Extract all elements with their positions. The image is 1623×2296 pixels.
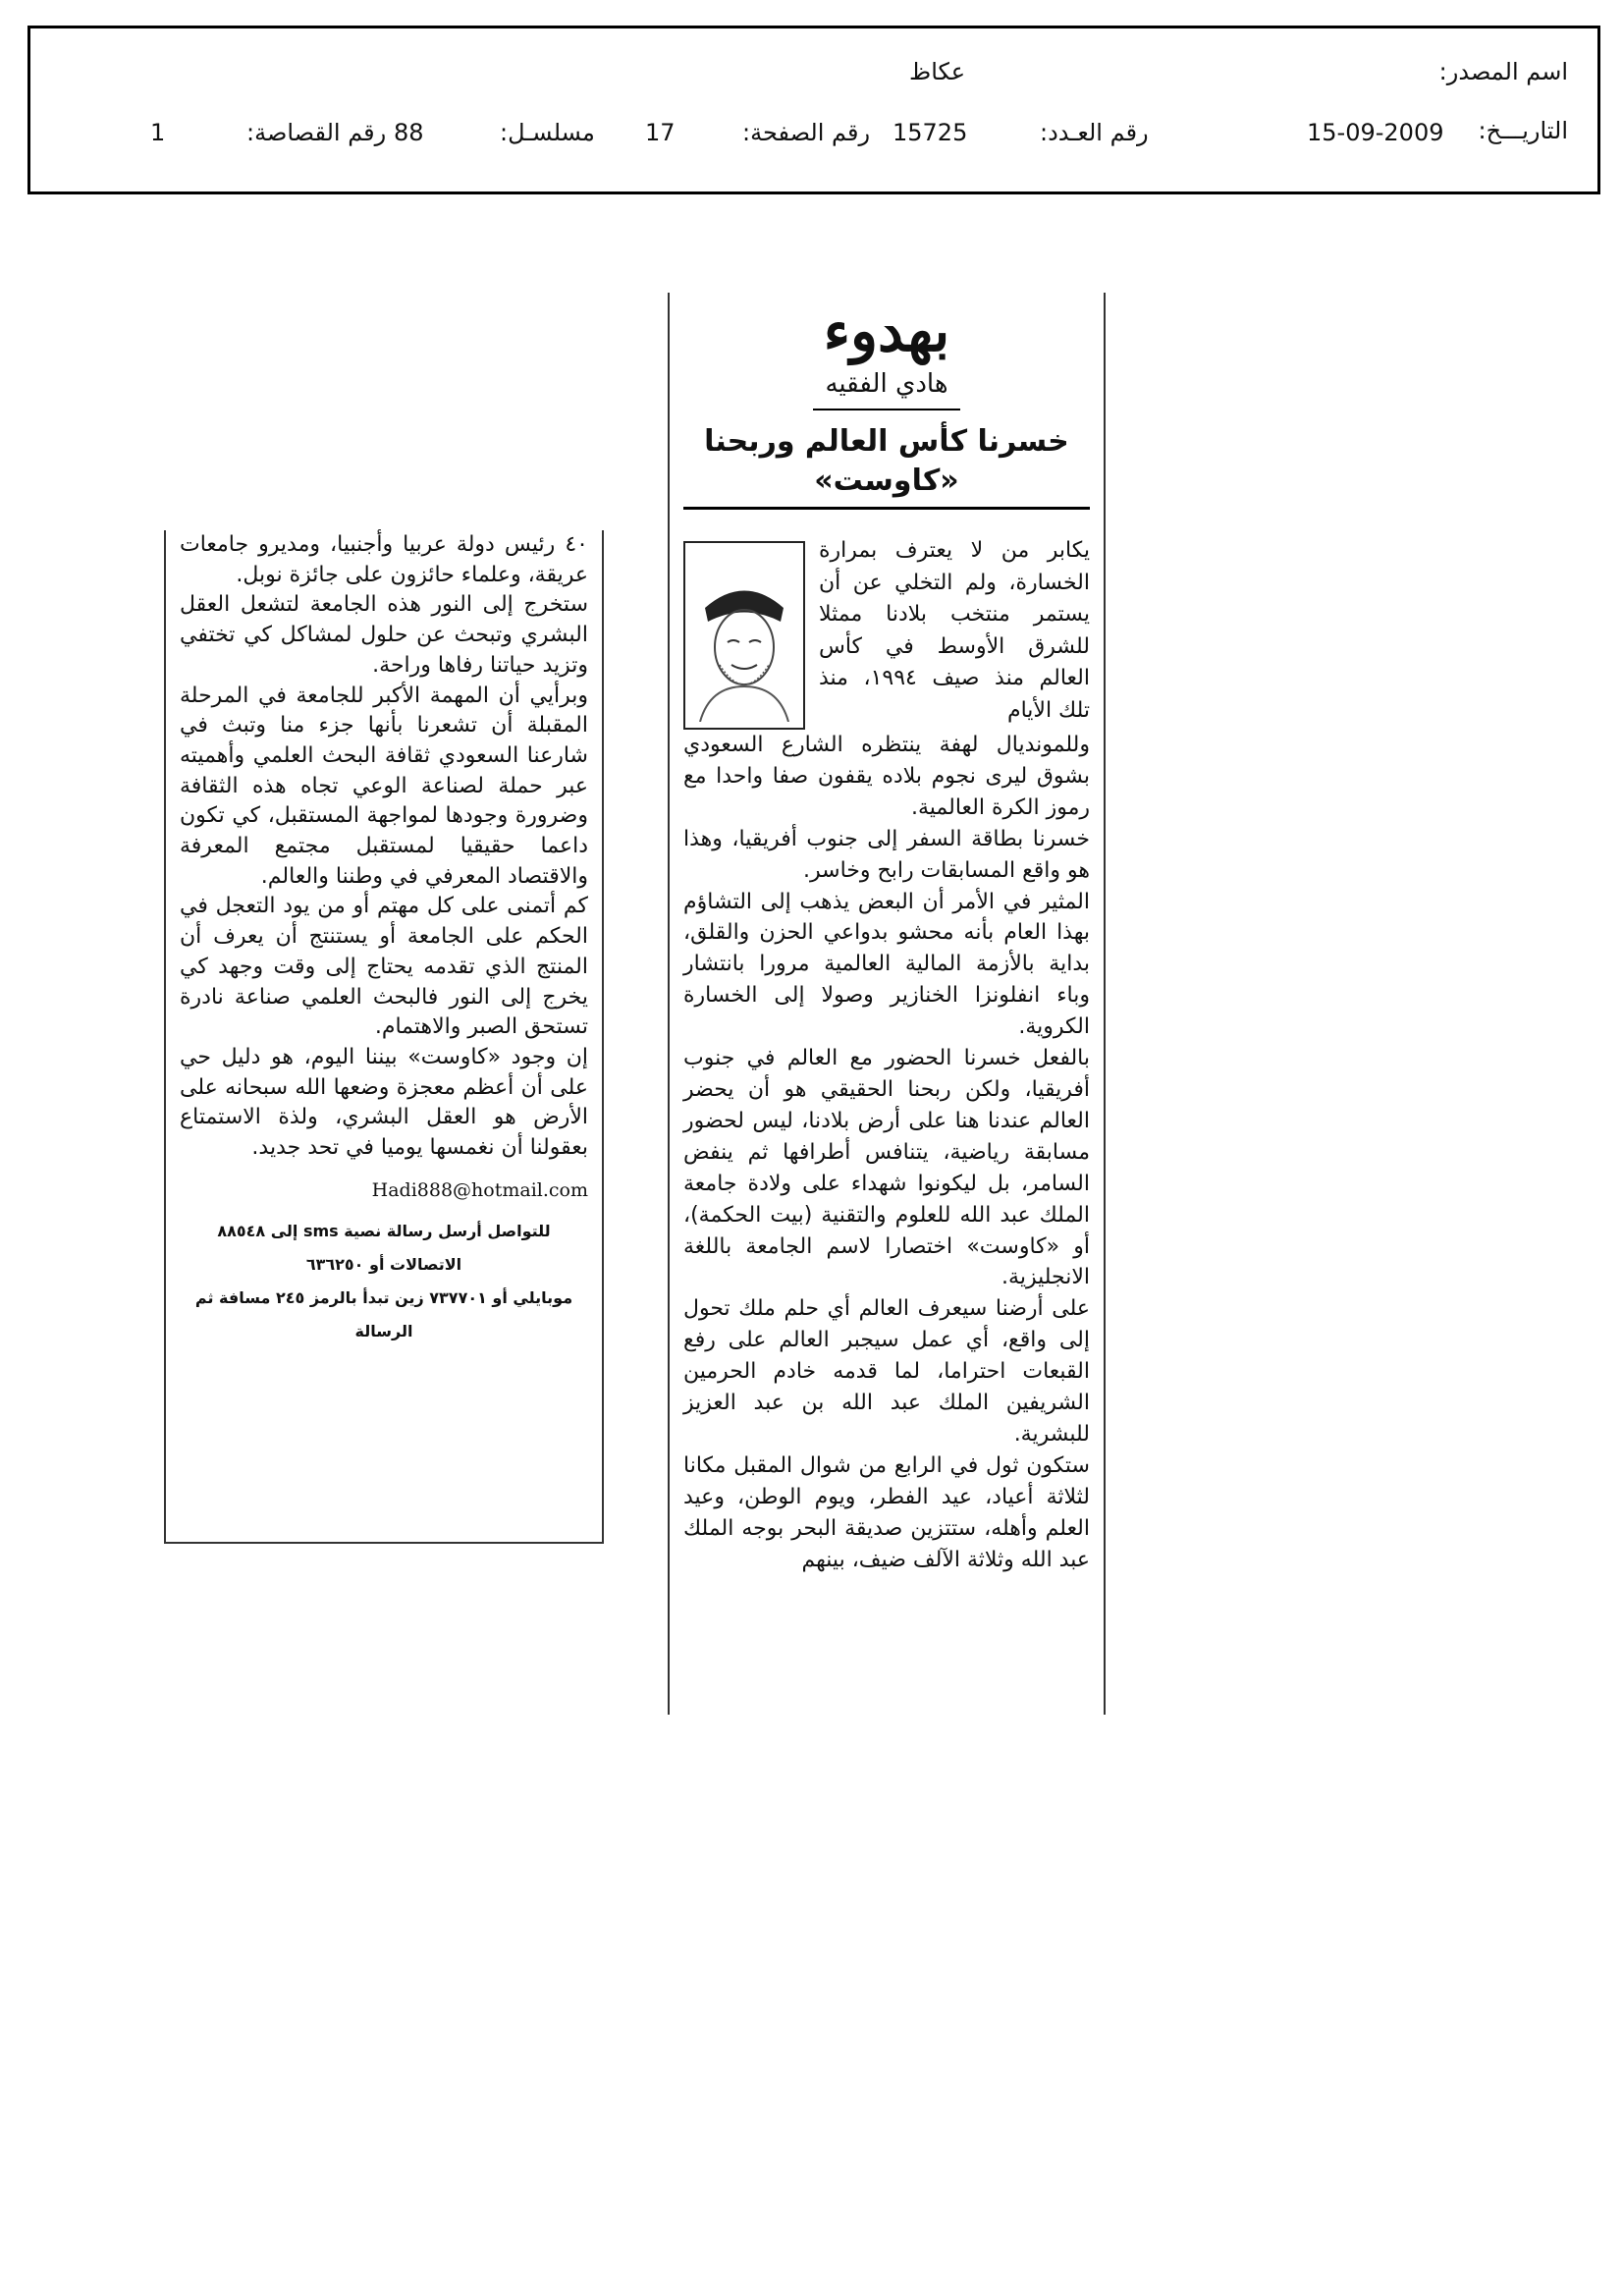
author-byline: هادي الفقيه [825, 369, 948, 399]
article-paragraph: ستكون ثول في الرابع من شوال المقبل مكانا لثلاثة أعياد، عيد الفطر، ويوم الوطن، وعيد العلم وأهله، ستتزين صديقة البحر بوجه الملك عبد الله وثلاثة الآلف ضيف، بينهم [683, 1452, 1090, 1572]
article-paragraph: على أرضنا سيعرف العالم أي حلم ملك تحول إلى واقع، أي عمل سيجبر العالم على رفع القبعات احتراما، لما قدمه خادم الحرمين الشريفين الملك عبد الله بن عبد العزيز للبشرية. [683, 1296, 1090, 1447]
article-paragraph: ٤٠ رئيس دولة عربيا وأجنبيا، ومديرو جامعات عريقة، وعلماء حائزون على جائزة نوبل. [180, 532, 588, 587]
issue-value: 15725 [893, 119, 968, 146]
article-column-right [668, 293, 1106, 1715]
author-portrait [683, 541, 805, 730]
contact-line: موبايلي أو ٧٣٧٧٠١ زين تبدأ بالرمز ٢٤٥ مسافة ثم الرسالة [194, 1287, 573, 1340]
source-label: اسم المصدر: [1438, 58, 1568, 85]
intro-text: يكابر من لا يعترف بمرارة الخسارة، ولم التخلي عن أن يستمر منتخب بلادنا ممثلا للشرق الأوسط في كأس العالم منذ صيف ١٩٩٤، منذ تلك الأيام [819, 538, 1090, 723]
serial-label: مسلسـل: [500, 119, 595, 146]
article-column-left [164, 530, 604, 1544]
article-paragraph: وبرأيي أن المهمة الأكبر للجامعة في المرحلة المقبلة أن تشعرنا بأنها جزء منا وتبث في شارعنا السعودي ثقافة البحث العلمي وأهميته عبر حملة لصناعة الوعي تجاه هذه الثقافة وضرورة وجودها لمواجهة المستقبل، كي تكون داعما حقيقيا لمستقبل مجتمع المعرفة والاقتصاد المعرفي في وطننا والعالم. [180, 683, 588, 889]
author-email: Hadi888@hotmail.com [371, 1178, 588, 1201]
article-paragraph: كم أتمنى على كل مهتم أو من يود التعجل في الحكم على الجامعة أو يستنتج أن يعرف أن المنتج الذي تقدمه يحتاج إلى وقت وجهد كي يخرج إلى النور فالبحث العلمي صناعة نادرة تستحق الصبر والاهتمام. [180, 894, 588, 1040]
article-paragraph: إن وجود «كاوست» بيننا اليوم، هو دليل حي على أن أعظم معجزة وضعها الله سبحانه على الأرض هو العقل البشري، ولذة الاستمتاع بعقولنا أن نغمسها يوميا في تحد جديد. [180, 1044, 588, 1161]
column-logo: بهدوء [823, 298, 950, 364]
article-paragraph: وللمونديال لهفة ينتظره الشارع السعودي بشوق ليرى نجوم بلاده يقفون صفا واحدا مع رموز الكرة العالمية. [683, 733, 1090, 820]
clip-value: 1 [150, 119, 166, 146]
article-paragraph: ستخرج إلى النور هذه الجامعة لتشعل العقل البشري وتبحث عن حلول لمشاكل كي تختفي وتزيد حياتنا رفاها وراحة. [180, 592, 588, 678]
article-headline: خسرنا كأس العالم وربحنا «كاوست» [683, 422, 1090, 510]
issue-label: رقم العـدد: [1040, 119, 1149, 146]
intro-block [683, 535, 1090, 730]
byline-divider [813, 409, 960, 410]
source-value: عكاظ [909, 58, 966, 85]
clipping-header [27, 26, 1600, 194]
serial-value: 88 [394, 119, 424, 146]
page-label: رقم الصفحة: [742, 119, 871, 146]
article-paragraph: خسرنا بطاقة السفر إلى جنوب أفريقيا، وهذا هو واقع المسابقات رابح وخاسر. [683, 826, 1090, 883]
page-value: 17 [645, 119, 676, 146]
article-paragraph: بالفعل خسرنا الحضور مع العالم في جنوب أفريقيا، ولكن ربحنا الحقيقي هو أن يحضر العالم عندنا هنا على أرض بلادنا، ليس لحضور مسابقة رياضية، يتنافس أطرافها ثم ينفض السامر، بل ليكونوا شهداء على ولادة جامعة الملك عبد الله للعلوم والتقنية (بيت الحكمة)، أو «كاوست» اختصارا لاسم الجامعة باللغة الانجليزية. [683, 1046, 1090, 1290]
clip-label: رقم القصاصة: [246, 119, 387, 146]
date-value: 15-09-2009 [1307, 119, 1444, 146]
article-paragraph: المثير في الأمر أن البعض يذهب إلى التشاؤم بهذا العام بأنه محشو بدواعي الحزن والقلق، بداية بالأزمة المالية العالمية مرورا بانتشار وباء انفلونزا الخنازير وصولا إلى الخسارة الكروية. [683, 889, 1090, 1040]
date-label: التاريـــخ: [1478, 117, 1568, 144]
author-portrait-icon [690, 549, 798, 722]
contact-line: للتواصل أرسل رسالة نصية sms إلى ٨٨٥٤٨ الاتصالات أو ٦٣٦٢٥٠ [217, 1221, 551, 1274]
